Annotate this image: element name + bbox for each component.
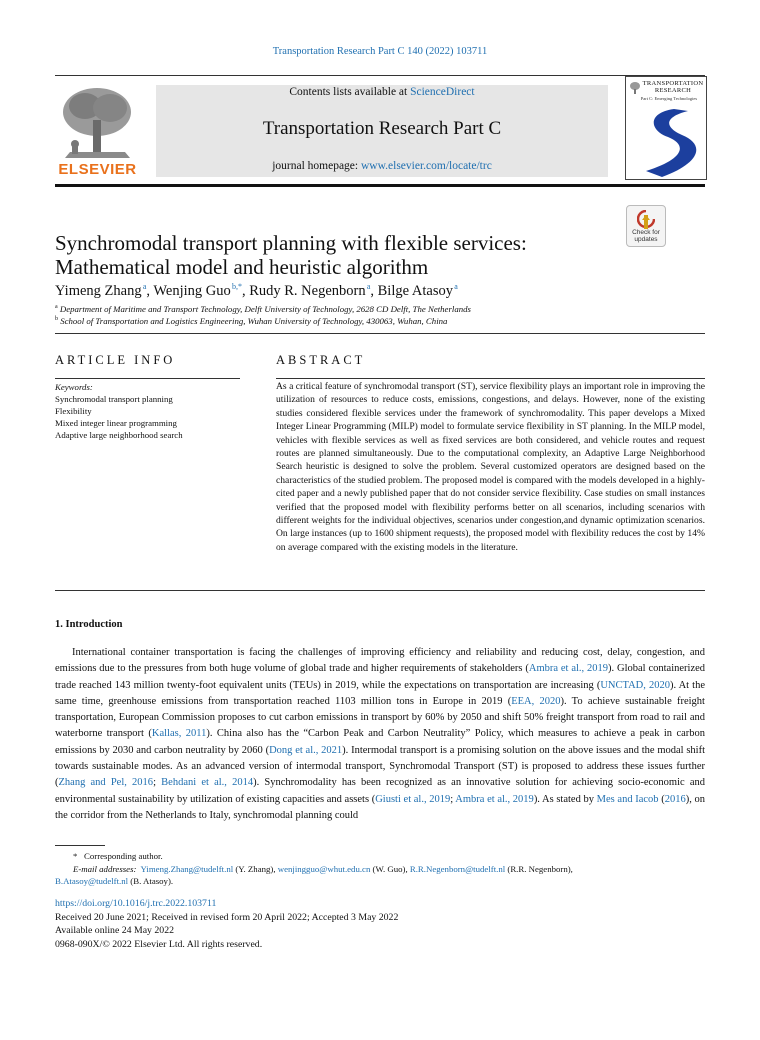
email-owner: (Y. Zhang), xyxy=(233,863,278,874)
footnote-rule xyxy=(55,845,105,846)
email-owner: (R.R. Negenborn), xyxy=(505,863,573,874)
abstract-end-rule xyxy=(55,590,705,591)
citation-link[interactable]: Ambra et al., 2019 xyxy=(528,663,609,675)
email-line xyxy=(55,875,705,888)
abstract-heading: ABSTRACT xyxy=(276,353,366,367)
contents-line xyxy=(156,86,608,98)
email-line xyxy=(55,863,705,876)
contents-prefix: Contents lists available at xyxy=(289,86,411,98)
citation-link[interactable]: Behdani et al., 2014 xyxy=(161,777,254,789)
available-online-date: Available online 24 May 2022 xyxy=(55,925,174,936)
body-text: ). China also has the “Carbon Peak and Carbon Neutrality” Policy, which measures to achieve a peak in carbon emissions by 2030 and carbon neutrality by 2060 ( xyxy=(55,728,706,756)
journal-cover-thumbnail[interactable] xyxy=(625,76,707,180)
corresponding-author-note: * Corresponding author. xyxy=(73,851,163,861)
cover-river-graphic xyxy=(626,105,706,179)
body-text: International container transportation is facing the challenges of improving efficiency and reliability and reducing cost, delay, congestion, and emissions due to the pressures from both huge volume of global trade and higher requirements of stakeholders ( xyxy=(55,647,705,675)
citation-link[interactable]: EEA, 2020 xyxy=(511,695,561,707)
cover-subtitle: Part C: Emerging Technologies xyxy=(640,96,698,101)
article-info-heading: ARTICLE INFO xyxy=(55,353,176,367)
affiliation-mark: b xyxy=(55,316,58,323)
cover-tree-icon xyxy=(629,81,641,95)
abstract-rule xyxy=(276,378,705,379)
affiliation-a xyxy=(55,304,675,314)
author-name[interactable]: Rudy R. Negenborn xyxy=(249,282,366,299)
sciencedirect-link[interactable]: ScienceDirect xyxy=(410,86,475,98)
keyword-item: Mixed integer linear programming xyxy=(55,418,177,428)
email-owner: (B. Atasoy). xyxy=(128,876,174,886)
footnote-block xyxy=(55,850,705,888)
keywords-block xyxy=(55,381,245,441)
author-affiliation-mark[interactable]: a xyxy=(454,282,458,291)
body-text: ). As stated by xyxy=(533,793,597,805)
keyword-item: Synchromodal transport planning xyxy=(55,394,173,404)
header-bottom-rule xyxy=(55,184,705,187)
journal-citation[interactable]: Transportation Research Part C 140 (2022) 103711 xyxy=(272,46,488,57)
email-link[interactable]: Yimeng.Zhang@tudelft.nl xyxy=(140,863,234,874)
check-for-updates-badge[interactable] xyxy=(626,205,666,247)
keywords-label: Keywords: xyxy=(55,382,93,392)
body-text: ; xyxy=(450,793,456,805)
citation-link[interactable]: 2016 xyxy=(664,793,686,805)
citation-link[interactable]: Mes and Iacob xyxy=(596,793,659,805)
body-text: ; xyxy=(153,777,162,789)
introduction-heading: 1. Introduction xyxy=(55,619,123,630)
affiliation-mark: a xyxy=(55,304,58,311)
keyword-item: Adaptive large neighborhood search xyxy=(55,430,183,440)
corresponding-text: Corresponding author. xyxy=(84,851,163,861)
author-affiliation-mark[interactable]: a xyxy=(142,282,147,291)
author-name[interactable]: Bilge Atasoy xyxy=(377,282,453,299)
affiliation-text: School of Transportation and Logistics Engineering, Wuhan University of Technology, 430063, Wuhan, China xyxy=(60,316,448,326)
publication-info xyxy=(55,897,705,951)
citation-link[interactable]: UNCTAD, 2020 xyxy=(600,679,670,691)
doi-link[interactable]: https://doi.org/10.1016/j.trc.2022.103711 xyxy=(55,898,217,909)
journal-title: Transportation Research Part C xyxy=(262,118,502,139)
email-label: E-mail addresses: xyxy=(73,863,137,874)
section-divider xyxy=(55,333,705,334)
affiliation-b xyxy=(55,316,675,326)
author-name[interactable]: Yimeng Zhang xyxy=(55,282,142,299)
homepage-prefix: journal homepage: xyxy=(272,160,361,172)
received-dates: Received 20 June 2021; Received in revised form 20 April 2022; Accepted 3 May 2022 xyxy=(55,911,399,923)
keywords-rule xyxy=(55,378,240,379)
body-text: ). Synchromodality has been recognized as an innovative solution for achieving socio-economic and environmental sustainability by utilization of existing capacities and assets ( xyxy=(55,777,705,805)
body-text: ). Global containerized trade reached 143 million twenty-foot equivalent units (TEUs) in 2019, while the expectations on transportation are increasing ( xyxy=(55,663,706,691)
citation-link[interactable]: Dong et al., 2021 xyxy=(269,744,343,756)
citation-link[interactable]: Kallas, 2011 xyxy=(151,728,207,740)
citation-link[interactable]: Giusti et al., 2019 xyxy=(375,793,451,805)
header-top-rule xyxy=(55,75,705,76)
check-updates-label: Check for updates xyxy=(632,229,660,243)
author-name[interactable]: Wenjing Guo xyxy=(153,282,231,299)
author-list: Yimeng Zhang $^a$, Wenjing Guo $^{b,*}$, Rudy R. Negenborn $^a$, Bilge Atasoy $^a$ xyxy=(55,282,458,299)
introduction-paragraph xyxy=(55,645,705,824)
elsevier-tree-icon xyxy=(55,82,140,162)
email-link[interactable]: wenjingguo@whut.edu.cn xyxy=(277,863,371,874)
keyword-item: Flexibility xyxy=(55,406,92,416)
email-owner: (W. Guo), xyxy=(370,863,410,874)
introduction-body xyxy=(55,645,705,824)
elsevier-wordmark: ELSEVIER xyxy=(58,161,137,178)
check-updates-icon xyxy=(637,210,655,230)
author-affiliation-mark[interactable]: b,* xyxy=(231,282,242,291)
abstract-text: As a critical feature of synchromodal transport (ST), service flexibility plays an important role in improving the utilization of resources to reduce costs, emissions, congestions, and delays. However, none of the existing studies considered flexible services under the framework of synchromodality. This paper develops a Mixed Integer Linear Programming (MILP) model to formulate service flexibility in ST planning. In the MILP model, vehicles with flexible services as well as fixed services are both considered, and vehicle routes and request routes are planned simultaneously. Due to the computational complexity, an Adaptive Large Neighborhood Search heuristic is designed to solve the problem. Several customized operators are designed based on the characteristics of the studied problem. The proposed model is compared with the models developed in a highly-cited paper and a newly published paper that do not consider service flexibility. Case studies on small instances verified that the proposed model with flexibility performs better on all scenarios, including scenarios with different weights for the individual objectives, scenarios under congestion,and dynamic optimization scenarios. On large instances (up to 1600 shipment requests), the proposed model with flexibility reduces the cost by 14% on average compared with the existing models in the literature. xyxy=(276,381,705,553)
cover-title: TRANSPORTATION RESEARCH xyxy=(642,80,704,94)
journal-homepage-line xyxy=(156,160,608,172)
body-text: ), on the corridor from the Netherlands to Italy, synchromodal planning could xyxy=(55,793,706,821)
email-link[interactable]: B.Atasoy@tudelft.nl xyxy=(55,876,129,886)
citation-link[interactable]: Zhang and Pel, 2016 xyxy=(58,777,154,789)
body-text: ). At the same time, greenhouse emissions from transportation reached 1103 million tons in Europe in 2019 ( xyxy=(55,679,705,707)
affiliation-text: Department of Maritime and Transport Technology, Delft University of Technology, 2628 CD Delft, The Netherlands xyxy=(59,304,471,314)
author-affiliation-mark[interactable]: a xyxy=(366,282,371,291)
article-title: Synchromodal transport planning with flexible services: Mathematical model and heuristic algorithm xyxy=(55,231,527,279)
copyright-line: 0968-090X/© 2022 Elsevier Ltd. All rights reserved. xyxy=(55,938,263,950)
elsevier-logo xyxy=(55,82,140,178)
homepage-link[interactable]: www.elsevier.com/locate/trc xyxy=(360,160,492,172)
citation-link[interactable]: Ambra et al., 2019 xyxy=(455,793,534,805)
body-text: ). To achieve sustainable freight transportation, European Commission proposes to cut carbon emissions in transport by 60% by 2050 and shift 50% freight transport from road to rail and waterborne transport ( xyxy=(55,695,705,740)
email-link[interactable]: R.R.Negenborn@tudelft.nl xyxy=(409,863,506,874)
body-text: ( xyxy=(658,793,665,805)
body-text: ). Intermodal transport is a promising solution on the above issues and the modal shift towards sustainable modes. As an advanced version of intermodal transport, Synchromodal Transport (ST) is proposed to address these issues further ( xyxy=(55,744,706,789)
